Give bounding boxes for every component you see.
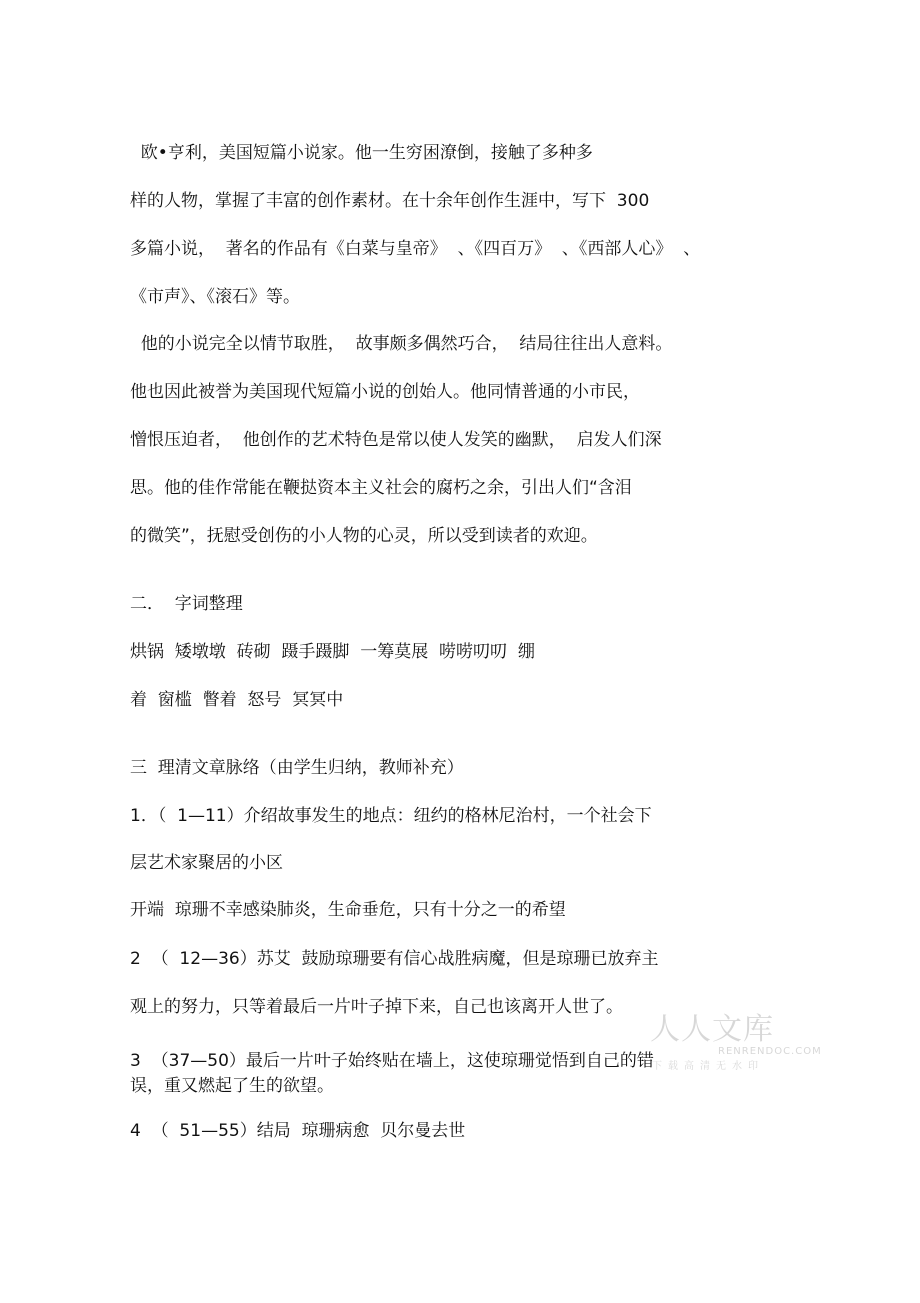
- outline-item: 2 （ 12—36）苏艾 鼓励琼珊要有信心战胜病魔，但是琼珊已放弃主: [130, 949, 659, 969]
- intro-line: 的微笑”，抚慰受创伤的小人物的心灵，所以受到读者的欢迎。: [130, 526, 598, 546]
- watermark-slogan: 下载高清无水印: [652, 1061, 764, 1072]
- watermark-domain: RENRENDOC.COM: [718, 1046, 822, 1057]
- intro-line: 他也因此被誉为美国现代短篇小说的创始人。他同情普通的小市民，: [130, 382, 640, 402]
- intro-line: 憎恨压迫者， 他创作的艺术特色是常以使人发笑的幽默， 启发人们深: [130, 430, 662, 450]
- intro-line: 他的小说完全以情节取胜， 故事颇多偶然巧合， 结局往往出人意料。: [130, 334, 673, 354]
- outline-item: 开端 琼珊不幸感染肺炎，生命垂危，只有十分之一的希望: [130, 900, 566, 920]
- intro-line: 欧•亨利，美国短篇小说家。他一生穷困潦倒，接触了多种多: [130, 143, 593, 163]
- outline-item: 4 （ 51—55）结局 琼珊病愈 贝尔曼去世: [130, 1121, 466, 1141]
- outline-item: 层艺术家聚居的小区: [130, 853, 283, 873]
- outline-item: 3 （37—50）最后一片叶子始终贴在墙上，这使琼珊觉悟到自己的错: [130, 1051, 654, 1071]
- intro-line: 思。他的佳作常能在鞭挞资本主义社会的腐朽之余，引出人们“含泪: [130, 478, 632, 498]
- vocab-line: 着 窗槛 瞥着 怒号 冥冥中: [130, 690, 344, 710]
- vocab-line: 烘锅 矮墩墩 砖砌 蹑手蹑脚 一筹莫展 唠唠叨叨 绷: [130, 642, 535, 662]
- intro-line: 《市声》、《滚石》等。: [130, 287, 300, 307]
- intro-line: 样的人物，掌握了丰富的创作素材。在十余年创作生涯中，写下 300: [130, 191, 650, 211]
- section-heading: 三 理清文章脉络（由学生归纳，教师补充）: [130, 758, 464, 778]
- outline-item: 误，重又燃起了生的欲望。: [130, 1076, 334, 1096]
- outline-item: 1．（ 1—11）介绍故事发生的地点：纽约的格林尼治村，一个社会下: [130, 806, 652, 826]
- watermark-title: 人人文库: [650, 1012, 774, 1047]
- intro-line: 多篇小说， 著名的作品有《白菜与皇帝》 、《四百万》 、《西部人心》 、: [130, 239, 701, 259]
- section-heading: 二． 字词整理: [130, 594, 243, 614]
- outline-item: 观上的努力，只等着最后一片叶子掉下来，自己也该离开人世了。: [130, 997, 623, 1017]
- watermark-logo: [648, 1012, 822, 1079]
